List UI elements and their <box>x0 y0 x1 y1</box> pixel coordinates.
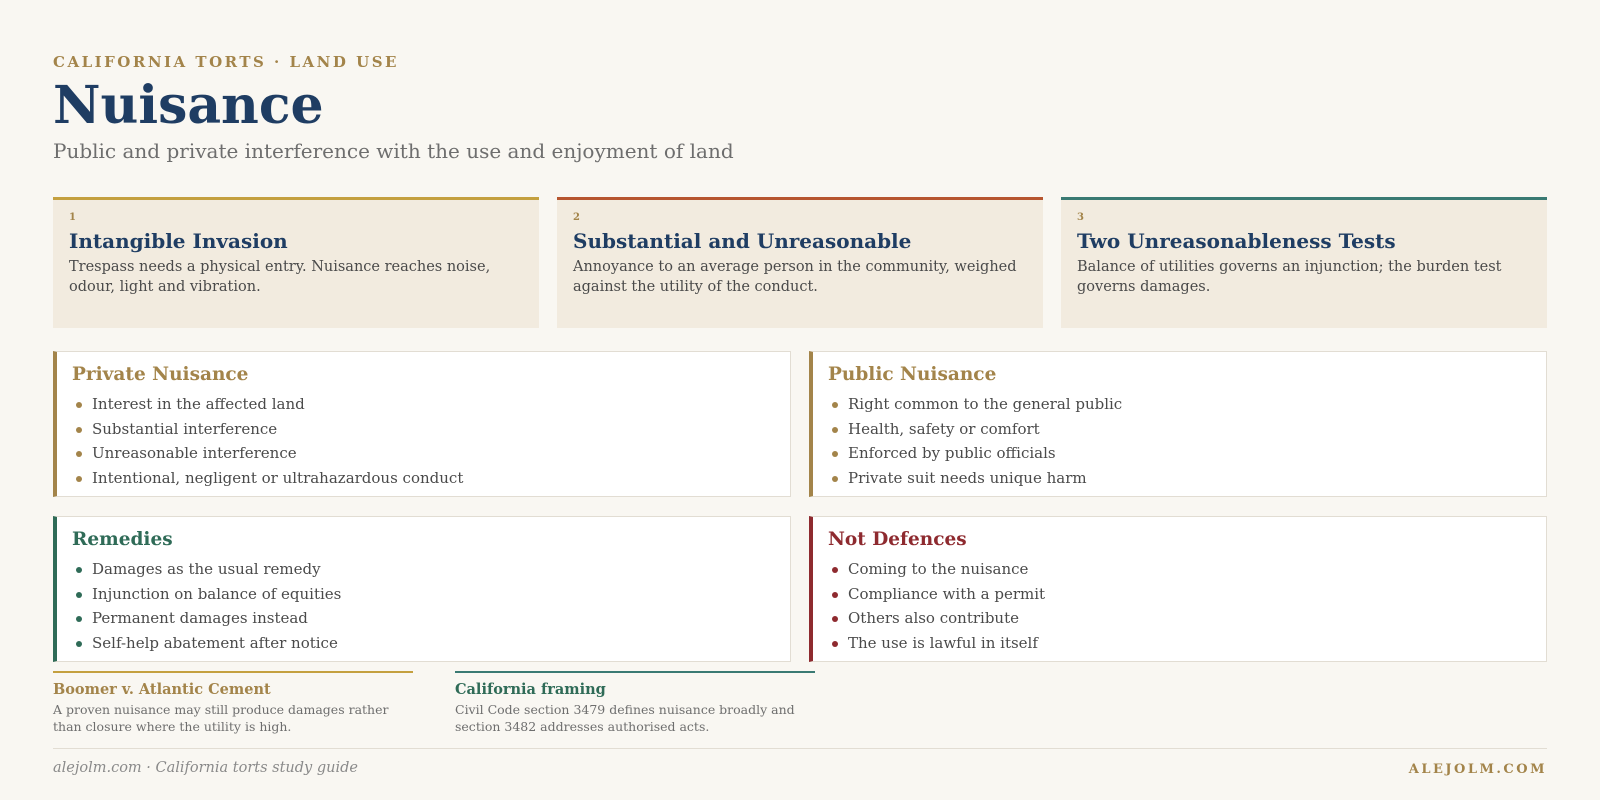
public-nuisance-panel <box>809 351 1547 497</box>
list-item <box>828 392 1531 417</box>
list-item-text: Intentional, negligent or ultrahazardous conduct <box>92 468 464 487</box>
list-item <box>72 417 775 442</box>
note-title: Boomer v. Atlantic Cement <box>53 681 271 698</box>
list-item-text: Injunction on balance of equities <box>92 584 342 603</box>
pillar-number: 3 <box>1077 212 1084 223</box>
list-item <box>828 557 1531 582</box>
footer-divider <box>53 748 1547 749</box>
note-text: A proven nuisance may still produce damages rather than closure where the utility is high. <box>53 702 389 734</box>
pillar-number: 2 <box>573 212 580 223</box>
bullet-icon <box>832 451 838 457</box>
not-defences-panel <box>809 516 1547 662</box>
footer-caption: alejolm.com · California torts study guide <box>53 760 358 776</box>
note-title: California framing <box>455 681 606 698</box>
element-list <box>828 392 1531 490</box>
pillar-title: Two Unreasonableness Tests <box>1077 229 1396 253</box>
list-item-text: Enforced by public officials <box>848 444 1056 462</box>
case-note-boomer <box>53 671 413 735</box>
list-item-text: Substantial interference <box>92 419 278 438</box>
list-item <box>72 582 775 607</box>
pillar-card-1 <box>53 197 539 328</box>
panel-title: Public Nuisance <box>828 364 997 385</box>
list-item <box>828 466 1531 491</box>
element-list <box>72 557 775 655</box>
list-item <box>72 631 775 656</box>
pillar-card-2 <box>557 197 1043 328</box>
bullet-icon <box>832 567 838 573</box>
pillar-text: Balance of utilities governs an injunction; the burden test governs damages. <box>1077 259 1502 295</box>
list-item-text: Right common to the general public <box>848 395 1123 413</box>
footer-brand: ALEJOLM.COM <box>1408 762 1547 777</box>
panel-title: Not Defences <box>828 529 967 550</box>
bullet-icon <box>76 476 82 482</box>
list-item-text: Compliance with a permit <box>848 584 1046 603</box>
list-item <box>828 417 1531 442</box>
list-item-text: Unreasonable interference <box>92 444 297 462</box>
pillars-row <box>53 197 1547 328</box>
list-item-text: Permanent damages instead <box>92 609 308 627</box>
pillar-title: Substantial and Unreasonable <box>573 229 912 253</box>
bullet-icon <box>76 641 82 647</box>
page-title: Nuisance <box>53 75 324 136</box>
bullet-icon <box>76 451 82 457</box>
list-item <box>828 582 1531 607</box>
case-note-california <box>455 671 815 735</box>
list-item <box>828 606 1531 631</box>
list-item-text: Health, safety or comfort <box>848 419 1040 438</box>
element-list <box>72 392 775 490</box>
page-subtitle: Public and private interference with the use and enjoyment of land <box>53 139 734 163</box>
bullet-icon <box>832 476 838 482</box>
list-item-text: Private suit needs unique harm <box>848 468 1087 487</box>
bullet-icon <box>76 592 82 598</box>
element-list <box>828 557 1531 655</box>
list-item <box>72 441 775 466</box>
list-item-text: Interest in the affected land <box>92 395 305 413</box>
pillar-number: 1 <box>69 212 76 223</box>
bullet-icon <box>832 616 838 622</box>
pillar-text: Trespass needs a physical entry. Nuisance reaches noise, odour, light and vibration. <box>69 259 491 295</box>
list-item-text: Self-help abatement after notice <box>92 633 338 652</box>
pillar-title: Intangible Invasion <box>69 229 288 253</box>
list-item <box>72 392 775 417</box>
list-item-text: The use is lawful in itself <box>848 633 1038 652</box>
bullet-icon <box>76 567 82 573</box>
bullet-icon <box>832 427 838 433</box>
private-nuisance-panel <box>53 351 791 497</box>
list-item <box>72 606 775 631</box>
note-text: Civil Code section 3479 defines nuisance broadly and section 3482 addresses authorised acts. <box>455 702 795 734</box>
study-guide-page <box>53 0 1547 800</box>
list-item <box>828 631 1531 656</box>
panel-title: Remedies <box>72 529 173 550</box>
list-item-text: Damages as the usual remedy <box>92 560 321 578</box>
list-item-text: Coming to the nuisance <box>848 560 1029 578</box>
pillar-text: Annoyance to an average person in the community, weighed against the utility of the conduct. <box>573 259 1017 295</box>
bullet-icon <box>832 592 838 598</box>
pillar-card-3 <box>1061 197 1547 328</box>
bullet-icon <box>832 641 838 647</box>
bullet-icon <box>832 402 838 408</box>
list-item <box>828 441 1531 466</box>
bullet-icon <box>76 616 82 622</box>
list-item <box>72 466 775 491</box>
kicker: CALIFORNIA TORTS · LAND USE <box>53 53 399 71</box>
bullet-icon <box>76 427 82 433</box>
panel-title: Private Nuisance <box>72 364 249 385</box>
list-item <box>72 557 775 582</box>
remedies-panel <box>53 516 791 662</box>
list-item-text: Others also contribute <box>848 609 1019 627</box>
bullet-icon <box>76 402 82 408</box>
